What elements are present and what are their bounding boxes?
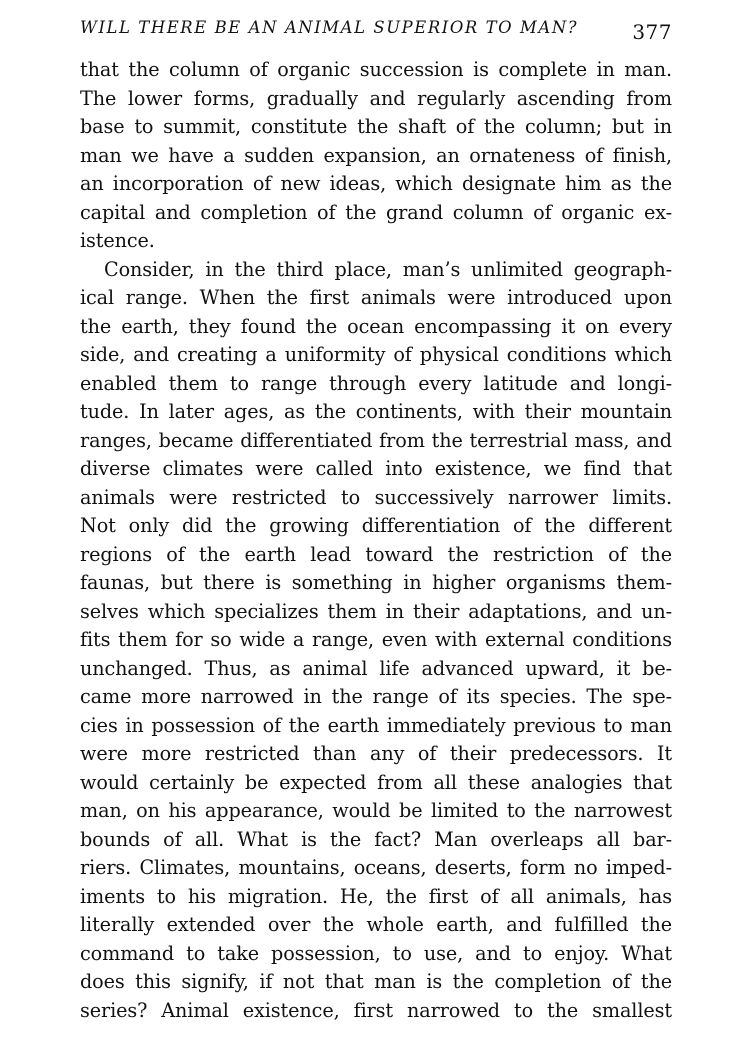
text-line: riers. Climates, mountains, oceans, deserts, form no imped- <box>80 856 672 879</box>
text-line: unchanged. Thus, as animal life advanced upward, it be- <box>80 656 672 680</box>
text-line: man, on his appearance, would be limited to the narrowest <box>80 799 672 822</box>
text-line: tude. In later ages, as the continents, with their mountain <box>80 400 672 423</box>
text-line: animals were restricted to successively narrower limits. <box>80 485 672 509</box>
text-line: capital and completion of the grand column of organic ex- <box>80 200 672 224</box>
text-line: istence. <box>80 229 155 252</box>
text-line: The lower forms, gradually and regularly ascending from <box>80 86 672 110</box>
text-line: ical range. When the first animals were introduced upon <box>80 286 672 309</box>
text-line: series? Animal existence, first narrowed to the smallest <box>80 998 672 1022</box>
text-line: side, and creating a uniformity of physical conditions which <box>80 343 672 366</box>
text-line: enabled them to range through every latitude and longi- <box>80 371 672 395</box>
text-line: iments to his migration. He, the first of all animals, has <box>80 884 672 908</box>
text-line: diverse climates were called into existence, we find that <box>80 457 672 480</box>
running-head <box>80 16 672 44</box>
text-line: would certainly be expected from all these analogies that <box>80 770 672 794</box>
text-line: regions of the earth lead toward the restriction of the <box>80 542 672 566</box>
running-title: WILL THERE BE AN ANIMAL SUPERIOR TO MAN? <box>80 18 579 37</box>
text-line: bounds of all. What is the fact? Man overleaps all bar- <box>80 827 672 851</box>
text-line: faunas, but there is something in higher organisms them- <box>80 571 672 594</box>
text-line: cies in possession of the earth immediately previous to man <box>80 713 672 737</box>
page-number: 377 <box>632 20 672 44</box>
text-line: does this signify, if not that man is the completion of the <box>80 970 672 993</box>
text-line: selves which specializes them in their adaptations, and un- <box>80 599 672 623</box>
text-line: were more restricted than any of their predecessors. It <box>80 742 672 765</box>
text-line: Consider, in the third place, man’s unlimited geograph- <box>104 257 672 281</box>
text-line: literally extended over the whole earth, and fulfilled the <box>80 913 672 936</box>
text-line: man we have a sudden expansion, an ornateness of finish, <box>80 143 672 167</box>
text-line: ranges, became differentiated from the terrestrial mass, and <box>80 428 672 452</box>
text-line: fits them for so wide a range, even with external conditions <box>80 628 672 651</box>
text-line: an incorporation of new ideas, which designate him as the <box>80 172 672 195</box>
text-line: Not only did the growing differentiation of the different <box>80 514 672 537</box>
text-line: command to take possession, to use, and to enjoy. What <box>80 941 672 965</box>
text-line: that the column of organic succession is complete in man. <box>80 58 672 81</box>
body-text <box>80 56 672 1025</box>
text-line: base to summit, constitute the shaft of the column; but in <box>80 115 672 138</box>
text-line: came more narrowed in the range of its species. The spe- <box>80 685 672 708</box>
text-line: the earth, they found the ocean encompassing it on every <box>80 314 672 338</box>
